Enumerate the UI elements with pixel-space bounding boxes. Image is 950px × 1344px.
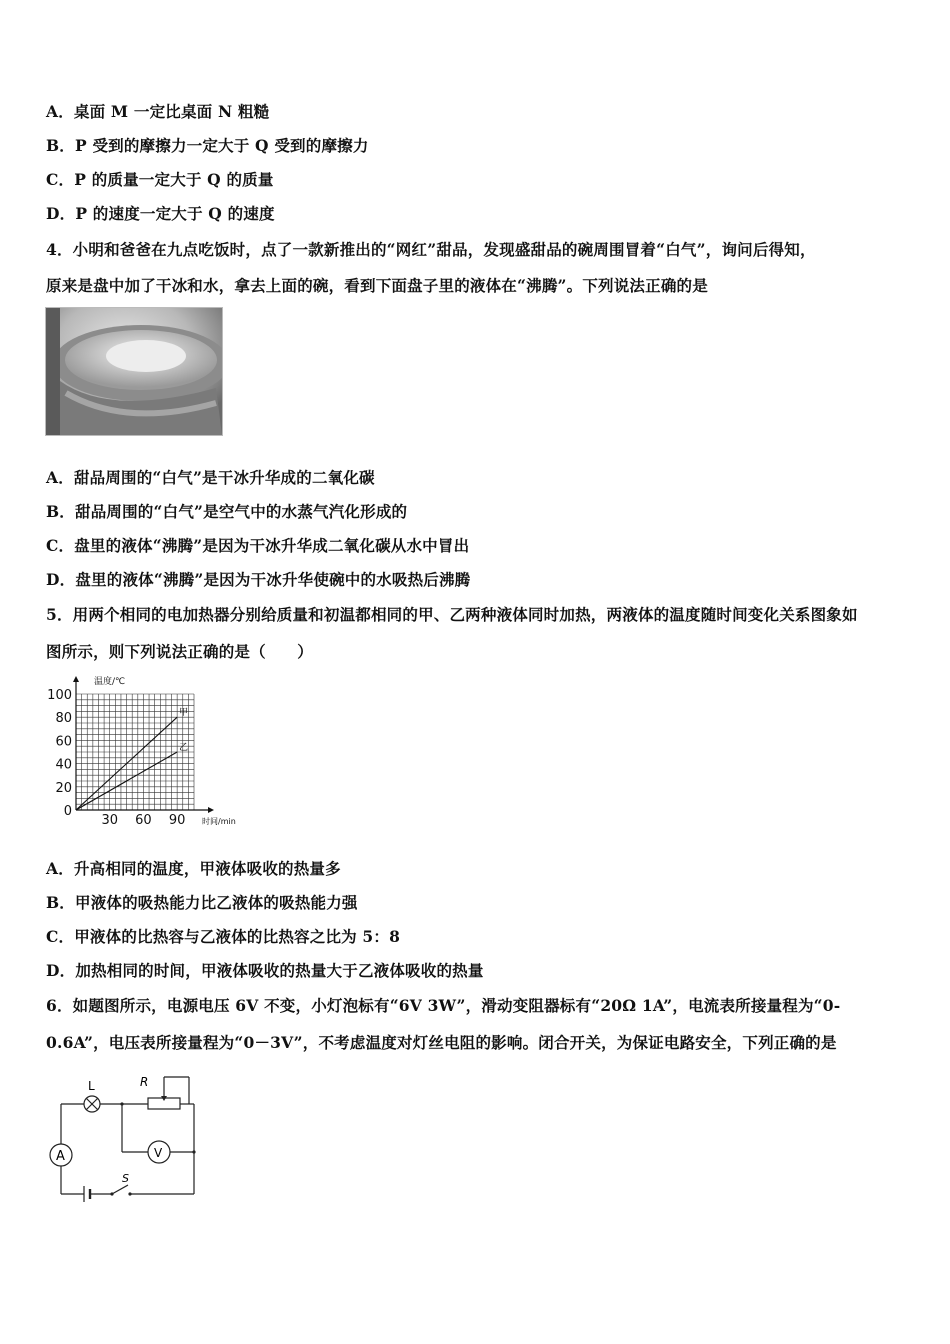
temperature-time-chart xyxy=(44,672,244,832)
x-tick-label: 30 xyxy=(101,813,118,828)
chart-svg xyxy=(44,672,244,832)
ammeter-label: A xyxy=(56,1149,65,1164)
y-axis-arrow-icon xyxy=(73,676,79,682)
q5-option-d: D．加热相同的时间，甲液体吸收的热量大于乙液体吸收的热量 xyxy=(46,961,484,980)
q6-stem-line1: 6．如题图所示，电源电压 6V 不变，小灯泡标有“6V 3W”，滑动变阻器标有“20Ω 1A”，电流表所接量程为“0- xyxy=(46,996,841,1015)
y-tick-label: 40 xyxy=(55,757,72,773)
x-axis-arrow-icon xyxy=(208,807,214,813)
q4-option-a: A．甜品周围的“白气”是干冰升华成的二氧化碳 xyxy=(46,468,375,487)
y-tick-label: 80 xyxy=(55,711,72,727)
q5-stem-line2: 图所示，则下列说法正确的是（ ） xyxy=(46,642,313,661)
series-label-1: 甲 xyxy=(179,708,189,719)
q3-option-c: C．P 的质量一定大于 Q 的质量 xyxy=(46,170,274,189)
lamp-label: L xyxy=(88,1079,95,1093)
x-tick-label: 90 xyxy=(168,813,186,828)
q3-option-d: D．P 的速度一定大于 Q 的速度 xyxy=(46,204,275,223)
q4-stem-line1: 4．小明和爸爸在九点吃饭时，点了一款新推出的“网红”甜品，发现盛甜品的碗周围冒着“白气”，询问后得知， xyxy=(46,240,816,259)
y-tick-label: 100 xyxy=(47,688,72,703)
q3-option-a: A．桌面 M 一定比桌面 N 粗糙 xyxy=(46,102,270,121)
circuit-diagram xyxy=(44,1072,204,1204)
rheostat-label: R xyxy=(140,1075,149,1089)
q4-option-b: B．甜品周围的“白气”是空气中的水蒸气汽化形成的 xyxy=(46,502,408,521)
q6-stem-line2: 0.6A”，电压表所接量程为“0－3V”，不考虑温度对灯丝电阻的影响。闭合开关，为保证电路安全，下列正确的是 xyxy=(46,1033,837,1052)
q5-option-b: B．甲液体的吸热能力比乙液体的吸热能力强 xyxy=(46,893,358,912)
y-axis-label: 温度/℃ xyxy=(94,677,126,687)
series-label-2: 乙 xyxy=(179,743,189,753)
y-tick-label: 0 xyxy=(63,804,72,819)
q5-option-a: A．升高相同的温度，甲液体吸收的热量多 xyxy=(46,859,341,878)
x-tick-label: 60 xyxy=(135,813,152,828)
x-axis-label: 时间/min xyxy=(202,817,236,826)
dessert-photo xyxy=(45,307,223,436)
voltmeter-label: V xyxy=(154,1146,163,1160)
switch-label: S xyxy=(122,1172,129,1185)
y-tick-label: 20 xyxy=(55,780,72,796)
y-tick-label: 60 xyxy=(55,734,72,750)
q5-option-c: C．甲液体的比热容与乙液体的比热容之比为 5：8 xyxy=(46,927,401,946)
q5-stem-line1: 5．用两个相同的电加热器分别给质量和初温都相同的甲、乙两种液体同时加热，两液体的温度随时间变化关系图象如 xyxy=(46,605,858,624)
q4-option-d: D．盘里的液体“沸腾”是因为干冰升华使碗中的水吸热后沸腾 xyxy=(46,570,471,589)
q4-stem-line2: 原来是盘中加了干冰和水，拿去上面的碗，看到下面盘子里的液体在“沸腾”。下列说法正确的是 xyxy=(46,276,708,295)
q4-option-c: C．盘里的液体“沸腾”是因为干冰升华成二氧化碳从水中冒出 xyxy=(46,536,470,555)
q3-option-b: B．P 受到的摩擦力一定大于 Q 受到的摩擦力 xyxy=(46,136,369,155)
